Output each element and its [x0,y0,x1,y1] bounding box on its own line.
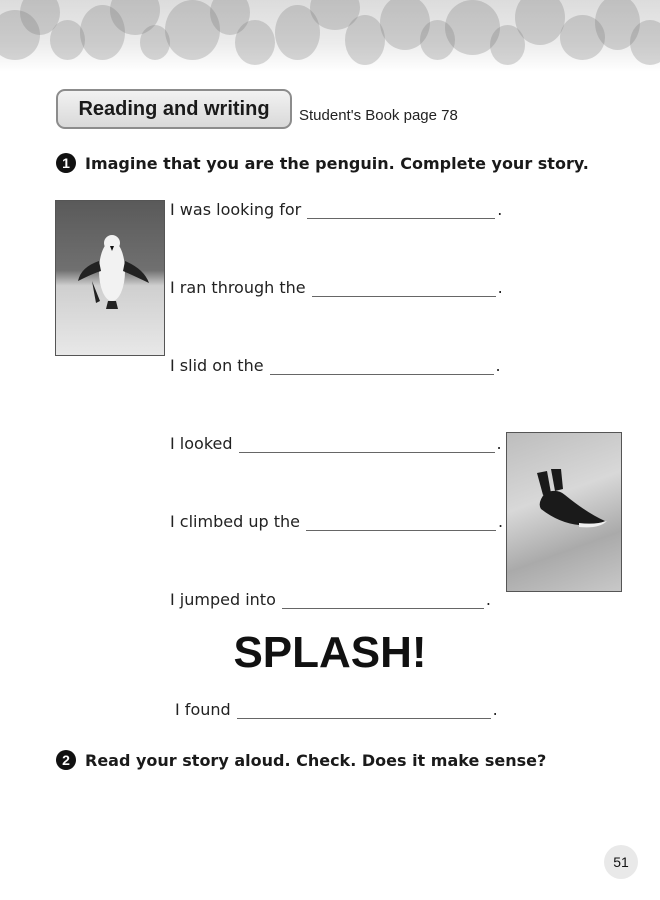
decorative-bubble-banner [0,0,660,72]
prompt-text: I climbed up the [170,512,300,531]
story-line-5: I climbed up the . [170,512,504,531]
instruction-text: Read your story aloud. Check. Does it make sense? [85,750,547,770]
prompt-text: I found [175,700,231,719]
splash-heading: SPLASH! [233,628,427,677]
page-reference: Student's Book page 78 [299,107,458,124]
section-title: Reading and writing [56,89,292,129]
prompt-text: I slid on the [170,356,264,375]
answer-blank[interactable] [237,700,491,719]
penguin-diving-image [506,432,622,592]
story-line-3: I slid on the . [170,356,501,375]
answer-blank[interactable] [312,278,496,297]
prompt-text: I jumped into [170,590,276,609]
penguin-standing-image [55,200,165,356]
exercise-number-badge: 1 [56,153,76,173]
prompt-text: I ran through the [170,278,306,297]
answer-blank[interactable] [307,200,495,219]
instruction-text: Imagine that you are the penguin. Complete your story. [85,153,589,173]
story-line-final: I found . [175,700,498,719]
penguin-icon [507,433,621,591]
answer-blank[interactable] [270,356,494,375]
exercise-2-instruction [56,750,546,770]
page-number: 51 [604,845,638,879]
exercise-number-badge: 2 [56,750,76,770]
story-line-4: I looked . [170,434,502,453]
prompt-text: I looked [170,434,233,453]
answer-blank[interactable] [282,590,484,609]
penguin-icon [56,201,164,355]
prompt-text: I was looking for [170,200,302,219]
exercise-1-instruction [56,153,589,173]
answer-blank[interactable] [306,512,496,531]
answer-blank[interactable] [239,434,495,453]
story-line-6: I jumped into . [170,590,491,609]
story-line-2: I ran through the . [170,278,503,297]
story-line-1: I was looking for . [170,200,503,219]
